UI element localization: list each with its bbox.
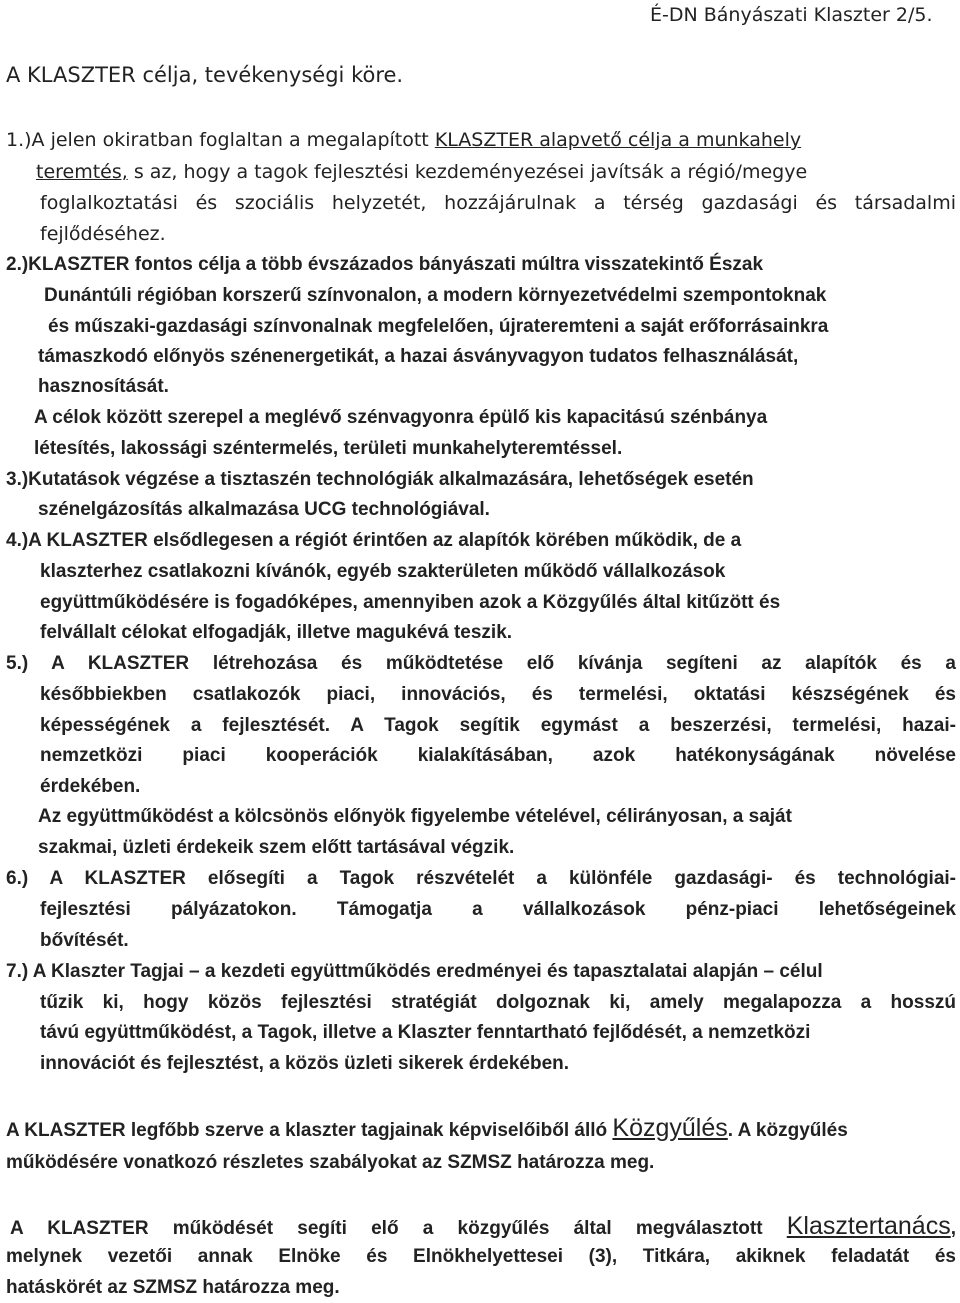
paragraph-1-line-3: foglalkoztatási és szociális helyzetét, hozzájárulnak a térség gazdasági és társadalmi (40, 192, 956, 214)
paragraph-7-line-2: tűzik ki, hogy közös fejlesztési stratégiát dolgoznak ki, amely megalapozza a hosszú (40, 992, 956, 1013)
paragraph-9-comma: , (950, 1218, 956, 1239)
klasztertanacs-term: Klasztertanács (786, 1212, 951, 1240)
paragraph-4-line-4: felvállalt célokat elfogadják, illetve magukévá teszik. (40, 622, 513, 643)
page-header: É-DN Bányászati Klaszter 2/5. (650, 4, 933, 26)
paragraph-1-text: 1.)A jelen okiratban foglaltan a megalapított (6, 129, 435, 151)
paragraph-6-line-2: fejlesztési pályázatokon. Támogatja a vállalkozások pénz-piaci lehetőségeinek (40, 899, 956, 920)
paragraph-9-text: A KLASZTER működését segíti elő a közgyűlés által megválasztott (10, 1218, 787, 1239)
paragraph-2-line-1: 2.)KLASZTER fontos célja a több évszázados bányászati múltra visszatekintő Észak (6, 254, 764, 275)
paragraph-5-line-7: szakmai, üzleti érdekeik szem előtt tartásával végzik. (38, 837, 515, 858)
paragraph-1-underlined: KLASZTER alapvető célja a munkahely (434, 129, 802, 151)
paragraph-5-line-5: érdekében. (40, 776, 141, 797)
paragraph-7-line-3: távú együttműködést, a Tagok, illetve a Klaszter fenntartható fejlődését, a nemzetközi (40, 1022, 811, 1043)
paragraph-4-line-3: együttműködésére is fogadóképes, amennyiben azok a Közgyűlés által kitűzött és (40, 592, 781, 613)
paragraph-3-line-1: 3.)Kutatások végzése a tisztaszén technológiák alkalmazására, lehetőségek esetén (6, 469, 754, 490)
paragraph-8-text-end: . A közgyűlés (727, 1120, 848, 1141)
paragraph-2-line-4: támaszkodó előnyös szénenergetikát, a hazai ásványvagyon tudatos felhasználását, (38, 346, 799, 367)
paragraph-9-line-1 (10, 1212, 956, 1241)
paragraph-6-line-1: 6.) A KLASZTER elősegíti a Tagok részvételét a különféle gazdasági- és technológiai- (6, 868, 956, 889)
paragraph-4-line-2: klaszterhez csatlakozni kívánók, egyéb szakterületen működő vállalkozások (40, 561, 726, 582)
paragraph-5-line-2: későbbiekben csatlakozók piaci, innovációs, és termelési, oktatási készségének és (40, 684, 956, 705)
section-title: A KLASZTER célja, tevékenységi köre. (6, 63, 404, 87)
paragraph-2-line-5: hasznosítását. (38, 376, 169, 397)
paragraph-2-line-2: Dunántúli régióban korszerű színvonalon, a modern környezetvédelmi szempontoknak (44, 285, 827, 306)
paragraph-1-line-2 (36, 161, 807, 183)
paragraph-2-line-7: létesítés, lakossági széntermelés, területi munkahelyteremtéssel. (34, 438, 623, 459)
paragraph-1-text-2: s az, hogy a tagok fejlesztési kezdeményezései javítsák a régió/megye (127, 161, 808, 183)
paragraph-2-line-3: és műszaki-gazdasági színvonalnak megfelelően, újrateremteni a saját erőforrásainkra (48, 316, 829, 337)
paragraph-5-line-1: 5.) A KLASZTER létrehozása és működtetése elő kívánja segíteni az alapítók és a (6, 653, 956, 674)
kozgyules-term: Közgyűlés (612, 1114, 728, 1142)
paragraph-7-line-1: 7.) A Klaszter Tagjai – a kezdeti együttműködés eredményei és tapasztalatai alapján – célul (6, 961, 823, 982)
paragraph-2-line-6: A célok között szerepel a meglévő szénvagyonra épülő kis kapacitású szénbánya (34, 407, 768, 428)
paragraph-3-line-2: szénelgázosítás alkalmazása UCG technológiával. (38, 499, 490, 520)
paragraph-6-line-3: bővítését. (40, 930, 129, 951)
paragraph-1-line-4: fejlődéséhez. (40, 223, 166, 245)
paragraph-9-line-3: hatáskörét az SZMSZ határozza meg. (6, 1277, 340, 1298)
paragraph-8-text: A KLASZTER legfőbb szerve a klaszter tagjainak képviselőiből álló (6, 1120, 613, 1141)
paragraph-5-line-6: Az együttműködést a kölcsönös előnyök figyelembe vételével, célirányosan, a saját (38, 806, 792, 827)
paragraph-5-line-4: nemzetközi piaci kooperációk kialakításában, azok hatékonyságának növelése (40, 745, 956, 766)
paragraph-8-line-2: működésére vonatkozó részletes szabályokat az SZMSZ határozza meg. (6, 1152, 655, 1173)
paragraph-1-line-1 (6, 129, 801, 151)
paragraph-4-line-1: 4.)A KLASZTER elsődlegesen a régiót érintően az alapítók körében működik, de a (6, 530, 742, 551)
paragraph-5-line-3: képességének a fejlesztését. A Tagok segítik egymást a beszerzési, termelési, hazai- (40, 715, 956, 736)
paragraph-9-line-2: melynek vezetői annak Elnöke és Elnökhelyettesei (3), Titkára, akiknek feladatát és (6, 1246, 956, 1267)
paragraph-1-underlined-2: teremtés, (36, 161, 128, 183)
paragraph-7-line-4: innovációt és fejlesztést, a közös üzleti sikerek érdekében. (40, 1053, 570, 1074)
paragraph-8-line-1 (6, 1114, 848, 1143)
